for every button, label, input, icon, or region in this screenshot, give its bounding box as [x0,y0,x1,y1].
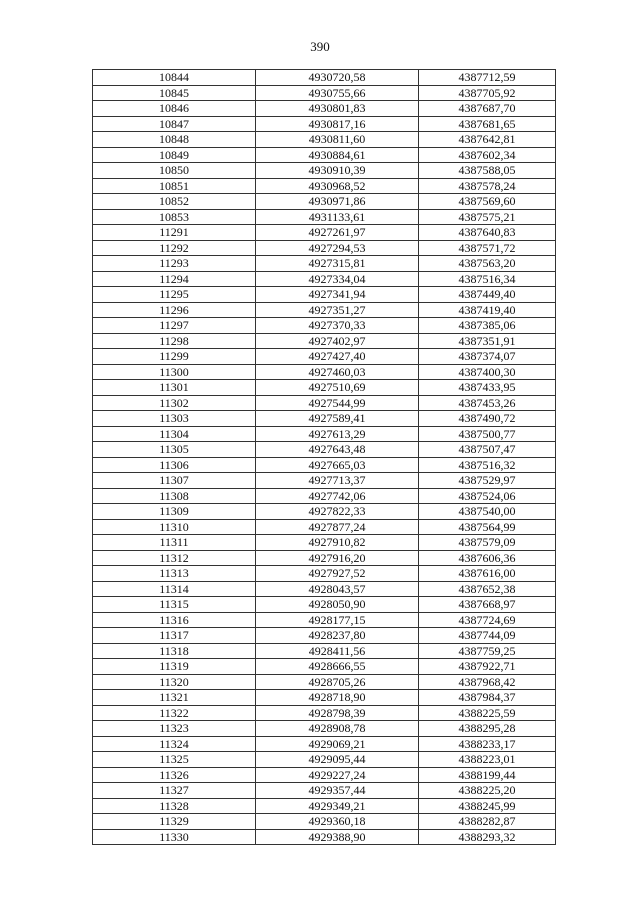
y-coordinate-cell: 4387687,70 [419,101,556,117]
x-coordinate-cell: 4928050,90 [256,597,419,613]
table-row [93,349,556,365]
table-row [93,426,556,442]
table-row [93,690,556,706]
x-coordinate-cell: 4927589,41 [256,411,419,427]
table-row [93,132,556,148]
point-number-cell: 11297 [93,318,256,334]
point-number-cell: 10846 [93,101,256,117]
y-coordinate-cell: 4387569,60 [419,194,556,210]
point-number-cell: 11315 [93,597,256,613]
table-row [93,70,556,86]
y-coordinate-cell: 4387606,36 [419,550,556,566]
table-row [93,271,556,287]
x-coordinate-cell: 4927294,53 [256,240,419,256]
y-coordinate-cell: 4387419,40 [419,302,556,318]
x-coordinate-cell: 4929388,90 [256,829,419,845]
x-coordinate-cell: 4928705,26 [256,674,419,690]
y-coordinate-cell: 4387571,72 [419,240,556,256]
x-coordinate-cell: 4929360,18 [256,814,419,830]
coordinates-table-body [93,70,556,845]
x-coordinate-cell: 4930884,61 [256,147,419,163]
table-row [93,364,556,380]
table-row [93,674,556,690]
y-coordinate-cell: 4387540,00 [419,504,556,520]
point-number-cell: 11320 [93,674,256,690]
y-coordinate-cell: 4387668,97 [419,597,556,613]
y-coordinate-cell: 4388282,87 [419,814,556,830]
table-row [93,535,556,551]
x-coordinate-cell: 4927544,99 [256,395,419,411]
table-row [93,488,556,504]
table-row [93,163,556,179]
point-number-cell: 11291 [93,225,256,241]
y-coordinate-cell: 4387516,32 [419,457,556,473]
point-number-cell: 11294 [93,271,256,287]
y-coordinate-cell: 4387516,34 [419,271,556,287]
y-coordinate-cell: 4387563,20 [419,256,556,272]
x-coordinate-cell: 4927341,94 [256,287,419,303]
x-coordinate-cell: 4927370,33 [256,318,419,334]
x-coordinate-cell: 4927613,29 [256,426,419,442]
point-number-cell: 10853 [93,209,256,225]
table-row [93,256,556,272]
x-coordinate-cell: 4930817,16 [256,116,419,132]
y-coordinate-cell: 4387602,34 [419,147,556,163]
point-number-cell: 11311 [93,535,256,551]
point-number-cell: 11309 [93,504,256,520]
y-coordinate-cell: 4387564,99 [419,519,556,535]
table-row [93,829,556,845]
y-coordinate-cell: 4387616,00 [419,566,556,582]
y-coordinate-cell: 4387500,77 [419,426,556,442]
point-number-cell: 11296 [93,302,256,318]
y-coordinate-cell: 4387968,42 [419,674,556,690]
table-row [93,736,556,752]
point-number-cell: 11301 [93,380,256,396]
point-number-cell: 11312 [93,550,256,566]
table-row [93,442,556,458]
x-coordinate-cell: 4927315,81 [256,256,419,272]
y-coordinate-cell: 4388245,99 [419,798,556,814]
y-coordinate-cell: 4387453,26 [419,395,556,411]
table-row [93,597,556,613]
y-coordinate-cell: 4387588,05 [419,163,556,179]
x-coordinate-cell: 4929349,21 [256,798,419,814]
y-coordinate-cell: 4387744,09 [419,628,556,644]
point-number-cell: 10850 [93,163,256,179]
point-number-cell: 10849 [93,147,256,163]
point-number-cell: 11327 [93,783,256,799]
point-number-cell: 11302 [93,395,256,411]
point-number-cell: 11317 [93,628,256,644]
point-number-cell: 11321 [93,690,256,706]
x-coordinate-cell: 4928177,15 [256,612,419,628]
point-number-cell: 11328 [93,798,256,814]
point-number-cell: 11300 [93,364,256,380]
point-number-cell: 11319 [93,659,256,675]
table-row [93,504,556,520]
x-coordinate-cell: 4927427,40 [256,349,419,365]
x-coordinate-cell: 4930971,86 [256,194,419,210]
table-row [93,116,556,132]
point-number-cell: 11310 [93,519,256,535]
point-number-cell: 11330 [93,829,256,845]
x-coordinate-cell: 4928043,57 [256,581,419,597]
x-coordinate-cell: 4928411,56 [256,643,419,659]
y-coordinate-cell: 4387374,07 [419,349,556,365]
table-row [93,194,556,210]
y-coordinate-cell: 4387578,24 [419,178,556,194]
table-row [93,85,556,101]
y-coordinate-cell: 4388295,28 [419,721,556,737]
y-coordinate-cell: 4387524,06 [419,488,556,504]
point-number-cell: 11314 [93,581,256,597]
x-coordinate-cell: 4927713,37 [256,473,419,489]
point-number-cell: 11307 [93,473,256,489]
x-coordinate-cell: 4927927,52 [256,566,419,582]
x-coordinate-cell: 4927510,69 [256,380,419,396]
point-number-cell: 11293 [93,256,256,272]
point-number-cell: 10845 [93,85,256,101]
table-row [93,302,556,318]
table-row [93,798,556,814]
table-row [93,767,556,783]
table-row [93,659,556,675]
y-coordinate-cell: 4387575,21 [419,209,556,225]
y-coordinate-cell: 4387712,59 [419,70,556,86]
x-coordinate-cell: 4927822,33 [256,504,419,520]
table-row [93,752,556,768]
x-coordinate-cell: 4927460,03 [256,364,419,380]
point-number-cell: 11292 [93,240,256,256]
y-coordinate-cell: 4388225,20 [419,783,556,799]
x-coordinate-cell: 4928237,80 [256,628,419,644]
x-coordinate-cell: 4928666,55 [256,659,419,675]
point-number-cell: 11324 [93,736,256,752]
x-coordinate-cell: 4927643,48 [256,442,419,458]
table-row [93,581,556,597]
point-number-cell: 11322 [93,705,256,721]
table-row [93,814,556,830]
x-coordinate-cell: 4927402,97 [256,333,419,349]
y-coordinate-cell: 4387400,30 [419,364,556,380]
x-coordinate-cell: 4931133,61 [256,209,419,225]
y-coordinate-cell: 4387759,25 [419,643,556,659]
x-coordinate-cell: 4927742,06 [256,488,419,504]
x-coordinate-cell: 4927261,97 [256,225,419,241]
y-coordinate-cell: 4387579,09 [419,535,556,551]
table-row [93,612,556,628]
x-coordinate-cell: 4927910,82 [256,535,419,551]
point-number-cell: 10852 [93,194,256,210]
coordinates-table [92,69,556,845]
point-number-cell: 11295 [93,287,256,303]
x-coordinate-cell: 4929095,44 [256,752,419,768]
table-row [93,628,556,644]
y-coordinate-cell: 4388233,17 [419,736,556,752]
point-number-cell: 11326 [93,767,256,783]
point-number-cell: 11323 [93,721,256,737]
y-coordinate-cell: 4387433,95 [419,380,556,396]
y-coordinate-cell: 4387642,81 [419,132,556,148]
y-coordinate-cell: 4387449,40 [419,287,556,303]
y-coordinate-cell: 4388225,59 [419,705,556,721]
y-coordinate-cell: 4387652,38 [419,581,556,597]
x-coordinate-cell: 4930755,66 [256,85,419,101]
x-coordinate-cell: 4929227,24 [256,767,419,783]
y-coordinate-cell: 4387529,97 [419,473,556,489]
y-coordinate-cell: 4388199,44 [419,767,556,783]
y-coordinate-cell: 4387385,06 [419,318,556,334]
y-coordinate-cell: 4388293,32 [419,829,556,845]
x-coordinate-cell: 4930811,60 [256,132,419,148]
table-row [93,287,556,303]
y-coordinate-cell: 4387351,91 [419,333,556,349]
table-row [93,333,556,349]
point-number-cell: 10847 [93,116,256,132]
table-row [93,783,556,799]
table-row [93,519,556,535]
x-coordinate-cell: 4930720,58 [256,70,419,86]
point-number-cell: 10848 [93,132,256,148]
point-number-cell: 11313 [93,566,256,582]
x-coordinate-cell: 4927351,27 [256,302,419,318]
x-coordinate-cell: 4929069,21 [256,736,419,752]
point-number-cell: 10844 [93,70,256,86]
table-row [93,411,556,427]
table-row [93,225,556,241]
x-coordinate-cell: 4927334,04 [256,271,419,287]
x-coordinate-cell: 4927665,03 [256,457,419,473]
point-number-cell: 11299 [93,349,256,365]
table-row [93,395,556,411]
y-coordinate-cell: 4387490,72 [419,411,556,427]
table-row [93,101,556,117]
point-number-cell: 10851 [93,178,256,194]
x-coordinate-cell: 4929357,44 [256,783,419,799]
point-number-cell: 11305 [93,442,256,458]
table-row [93,457,556,473]
table-row [93,147,556,163]
point-number-cell: 11325 [93,752,256,768]
y-coordinate-cell: 4387507,47 [419,442,556,458]
table-row [93,240,556,256]
y-coordinate-cell: 4387640,83 [419,225,556,241]
table-row [93,721,556,737]
y-coordinate-cell: 4387984,37 [419,690,556,706]
x-coordinate-cell: 4927916,20 [256,550,419,566]
point-number-cell: 11329 [93,814,256,830]
point-number-cell: 11298 [93,333,256,349]
x-coordinate-cell: 4930801,83 [256,101,419,117]
table-row [93,550,556,566]
point-number-cell: 11304 [93,426,256,442]
x-coordinate-cell: 4928718,90 [256,690,419,706]
point-number-cell: 11306 [93,457,256,473]
x-coordinate-cell: 4930910,39 [256,163,419,179]
y-coordinate-cell: 4387705,92 [419,85,556,101]
y-coordinate-cell: 4388223,01 [419,752,556,768]
table-row [93,209,556,225]
table-row [93,380,556,396]
y-coordinate-cell: 4387922,71 [419,659,556,675]
table-row [93,705,556,721]
y-coordinate-cell: 4387724,69 [419,612,556,628]
table-row [93,643,556,659]
point-number-cell: 11303 [93,411,256,427]
point-number-cell: 11318 [93,643,256,659]
table-row [93,566,556,582]
table-row [93,473,556,489]
point-number-cell: 11316 [93,612,256,628]
table-row [93,318,556,334]
y-coordinate-cell: 4387681,65 [419,116,556,132]
page-number: 390 [310,39,330,54]
x-coordinate-cell: 4927877,24 [256,519,419,535]
x-coordinate-cell: 4928908,78 [256,721,419,737]
point-number-cell: 11308 [93,488,256,504]
x-coordinate-cell: 4930968,52 [256,178,419,194]
table-row [93,178,556,194]
x-coordinate-cell: 4928798,39 [256,705,419,721]
